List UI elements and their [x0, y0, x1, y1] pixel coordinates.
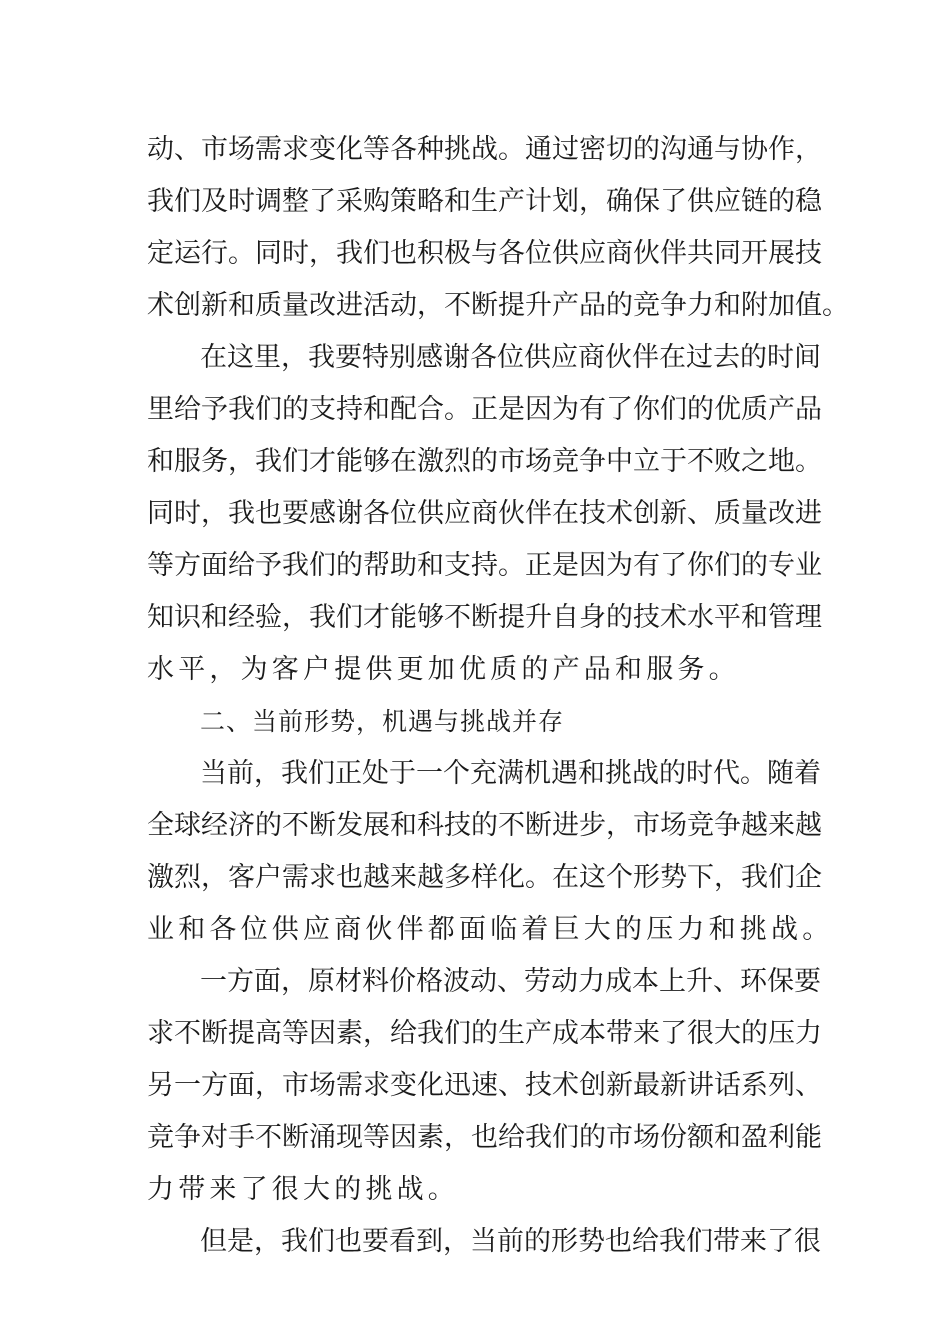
paragraph-line: 和服务，我们才能够在激烈的市场竞争中立于不败之地。 — [147, 446, 822, 477]
paragraph-line: 里给予我们的支持和配合。正是因为有了你们的优质产品 — [147, 394, 822, 425]
paragraph-line: 全球经济的不断发展和科技的不断进步，市场竞争越来越 — [147, 810, 822, 841]
section-heading: 二、当前形势，机遇与挑战并存 — [200, 707, 565, 736]
paragraph-last-line: 业和各位供应商伙伴都面临着巨大的压力和挑战。 — [147, 914, 834, 945]
paragraph-last-line: 力带来了很大的挑战。 — [147, 1174, 459, 1205]
paragraph-line: 术创新和质量改进活动，不断提升产品的竞争力和附加值。 — [147, 290, 849, 321]
paragraph-line: 定运行。同时，我们也积极与各位供应商伙伴共同开展技 — [147, 238, 822, 269]
paragraph-line: 另一方面，市场需求变化迅速、技术创新最新讲话系列、 — [147, 1070, 822, 1101]
paragraph-line: 同时，我也要感谢各位供应商伙伴在技术创新、质量改进 — [147, 498, 822, 529]
paragraph-line: 我们及时调整了采购策略和生产计划，确保了供应链的稳 — [147, 186, 822, 217]
paragraph-first-line: 但是，我们也要看到，当前的形势也给我们带来了很 — [200, 1226, 821, 1257]
paragraph-line: 激烈，客户需求也越来越多样化。在这个形势下，我们企 — [147, 862, 822, 893]
paragraph-line: 等方面给予我们的帮助和支持。正是因为有了你们的专业 — [147, 550, 822, 581]
paragraph-first-line: 一方面，原材料价格波动、劳动力成本上升、环保要 — [200, 966, 821, 997]
paragraph-line: 动、市场需求变化等各种挑战。通过密切的沟通与协作， — [147, 134, 822, 165]
paragraph-line: 知识和经验，我们才能够不断提升自身的技术水平和管理 — [147, 602, 822, 633]
paragraph-last-line: 水平，为客户提供更加优质的产品和服务。 — [147, 654, 740, 685]
paragraph-first-line: 当前，我们正处于一个充满机遇和挑战的时代。随着 — [200, 758, 821, 789]
paragraph-first-line: 在这里，我要特别感谢各位供应商伙伴在过去的时间 — [200, 342, 821, 373]
paragraph-line: 求不断提高等因素，给我们的生产成本带来了很大的压力 — [147, 1018, 822, 1049]
paragraph-line: 竞争对手不断涌现等因素，也给我们的市场份额和盈利能 — [147, 1122, 822, 1153]
